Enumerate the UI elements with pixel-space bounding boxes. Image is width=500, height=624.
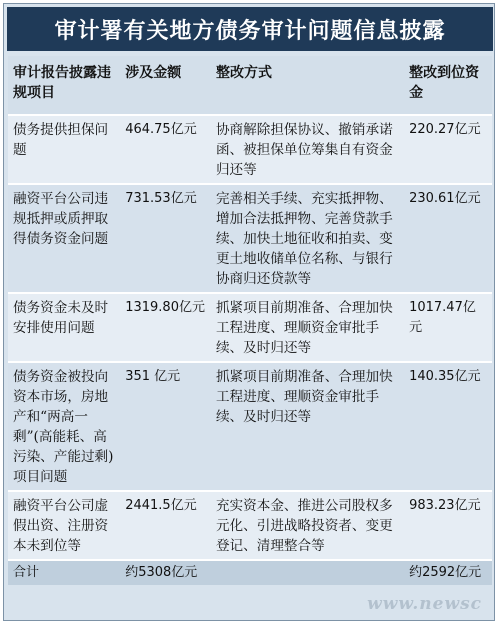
cell-amount: 351 亿元 bbox=[120, 362, 211, 491]
audit-table bbox=[8, 56, 492, 585]
cell-method: 抓紧项目前期准备、合理加快工程进度、理顺资金审批手续、及时归还等 bbox=[211, 362, 404, 491]
total-row bbox=[8, 560, 492, 585]
table-row bbox=[8, 293, 492, 362]
cell-rectified: 1017.47亿元 bbox=[404, 293, 492, 362]
table-frame bbox=[3, 3, 495, 621]
total-label: 合计 bbox=[8, 560, 120, 585]
cell-item: 债务提供担保问题 bbox=[8, 115, 120, 184]
cell-method: 充实资本金、推进公司股权多元化、引进战略投资者、变更登记、清理整合等 bbox=[211, 491, 404, 560]
header-amount: 涉及金额 bbox=[120, 56, 211, 115]
total-amount: 约5308亿元 bbox=[120, 560, 404, 585]
cell-method: 抓紧项目前期准备、合理加快工程进度、理顺资金审批手续、及时归还等 bbox=[211, 293, 404, 362]
table-row bbox=[8, 362, 492, 491]
cell-method: 协商解除担保协议、撤销承诺函、被担保单位筹集自有资金归还等 bbox=[211, 115, 404, 184]
page-title: 审计署有关地方债务审计问题信息披露 bbox=[7, 7, 493, 51]
cell-rectified: 230.61亿元 bbox=[404, 184, 492, 293]
table-row bbox=[8, 115, 492, 184]
cell-amount: 731.53亿元 bbox=[120, 184, 211, 293]
table-row bbox=[8, 184, 492, 293]
cell-rectified: 140.35亿元 bbox=[404, 362, 492, 491]
header-method: 整改方式 bbox=[211, 56, 404, 115]
cell-item: 债务资金被投向资本市场，房地产和“两高一剩”(高能耗、高污染、产能过剩) 项目问题 bbox=[8, 362, 120, 491]
cell-item: 融资平台公司违规抵押或质押取得债务资金问题 bbox=[8, 184, 120, 293]
watermark: www.newsc bbox=[367, 594, 482, 614]
table-header-row bbox=[8, 56, 492, 115]
table-row bbox=[8, 491, 492, 560]
cell-amount: 464.75亿元 bbox=[120, 115, 211, 184]
cell-amount: 1319.80亿元 bbox=[120, 293, 211, 362]
cell-rectified: 983.23亿元 bbox=[404, 491, 492, 560]
header-item: 审计报告披露违规项目 bbox=[8, 56, 120, 115]
cell-method: 完善相关手续、充实抵押物、增加合法抵押物、完善贷款手续、加快土地征收和拍卖、变更土地收储单位名称、与银行协商归还贷款等 bbox=[211, 184, 404, 293]
cell-rectified: 220.27亿元 bbox=[404, 115, 492, 184]
cell-amount: 2441.5亿元 bbox=[120, 491, 211, 560]
total-rectified: 约2592亿元 bbox=[404, 560, 492, 585]
header-rectified: 整改到位资金 bbox=[404, 56, 492, 115]
cell-item: 融资平台公司虚假出资、注册资本未到位等 bbox=[8, 491, 120, 560]
cell-item: 债务资金未及时安排使用问题 bbox=[8, 293, 120, 362]
